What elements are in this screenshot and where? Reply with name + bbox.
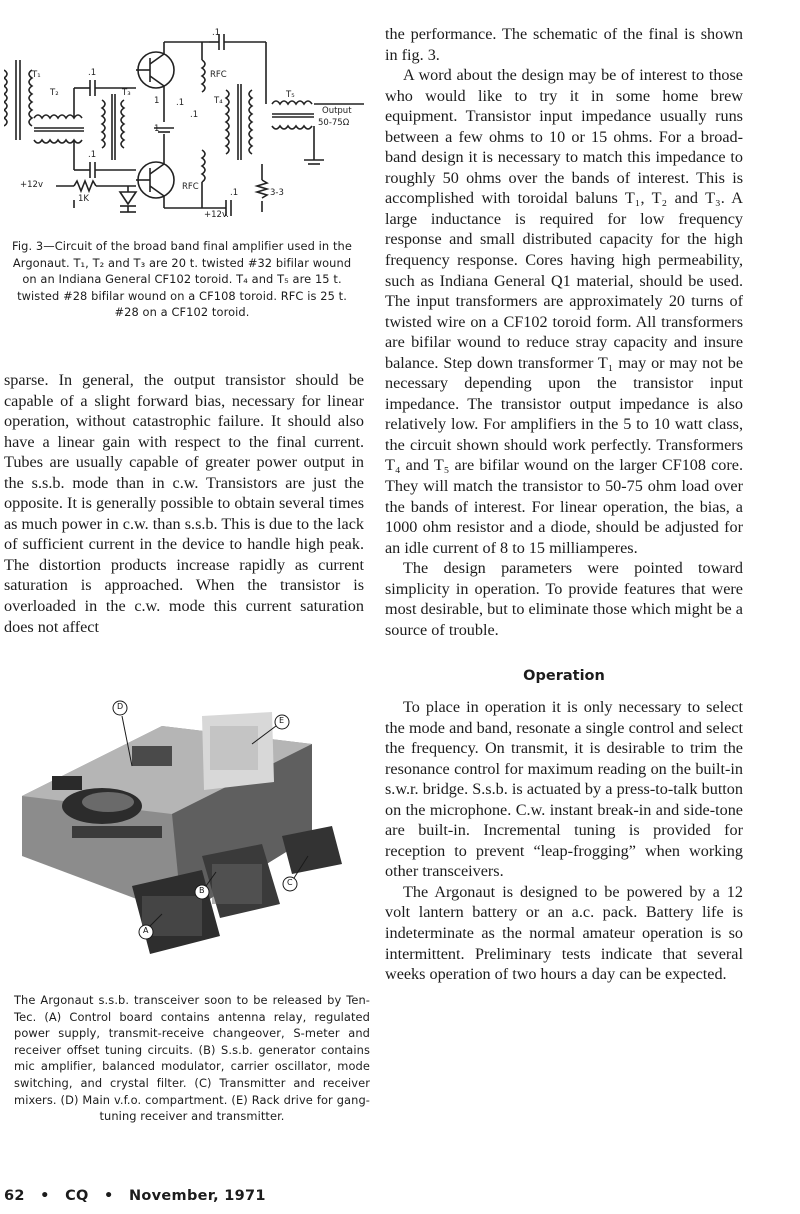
label-r1: 1: [154, 96, 160, 106]
section-heading: Operation: [523, 668, 605, 685]
label-rfc1: RFC: [210, 70, 227, 80]
footer-bullet-2: •: [104, 1188, 114, 1204]
right-paragraph-3: The design parameters were pointed toward simplicity in operation. To provide features that were most desirable, but to eliminate those which might be a source of trouble.: [385, 559, 743, 639]
issue-date: November, 1971: [128, 1188, 266, 1204]
right-column-text: [385, 24, 743, 985]
callout-c: C: [287, 878, 293, 887]
left-column-text: [4, 370, 364, 637]
label-3-3: 3-3: [270, 188, 284, 198]
callout-d: D: [117, 702, 124, 711]
callout-b: B: [199, 886, 205, 895]
callout-a: A: [143, 926, 149, 935]
label-t1: T₁: [32, 70, 41, 80]
label-cap6: .1: [230, 188, 239, 198]
label-1k: 1K: [78, 194, 89, 204]
label-cap1: .1: [88, 68, 97, 78]
right-paragraph-1: the performance. The schematic of the final is shown in fig. 3.: [385, 25, 743, 64]
label-plus12-bottom: +12v.: [204, 210, 230, 220]
label-r2: 1: [154, 124, 160, 134]
label-cap2: .1: [88, 150, 97, 160]
fig3-caption: Fig. 3—Circuit of the broad band final amplifier used in the Argonaut. T₁, T₂ and T₃ are 20 t. twisted #32 bifilar wound on an Indiana General CF102 toroid. T₄ and T₅ are 15 t. twisted #28 bifilar wound on a CF108 toroid. RFC is 25 t. #28 on a CF102 toroid.: [12, 239, 352, 320]
photo-caption: The Argonaut s.s.b. transceiver soon to be released by Ten-Tec. (A) Control board contains antenna relay, regulated power supply, transmit-receive changeover, S-meter and receiver offset tuning circuits. (B) S.s.b. generator contains mic amplifier, balanced modulator, carrier oscillator, mode switching, and crystal filter. (C) Transmitter and receiver mixers. (D) Main v.f.o. compartment. (E) Rack drive for gang-tuning receiver and transmitter.: [14, 993, 370, 1124]
label-cap4: .1: [176, 98, 185, 108]
magazine-name: CQ: [65, 1188, 89, 1204]
label-t3: T₃: [122, 88, 131, 98]
right-paragraph-4: To place in operation it is only necessary to select the mode and band, resonate a single control and select the frequency. On transmit, it is desirable to trim the resonance control for maximum reading on the built-in s.w.r. bridge. S.s.b. is actuated by a press-to-talk button on the microphone. C.w. instant break-in and side-tone are built-in. Incremental tuning is provided for reception to prevent “leap-frogging” when working other transceivers.: [385, 697, 743, 881]
label-cap3: .1: [212, 28, 221, 38]
label-cap5: .1: [190, 110, 199, 120]
photo-callouts: [12, 686, 360, 971]
page-number: 62: [4, 1188, 25, 1204]
label-t2: T₂: [50, 88, 59, 98]
label-t5: T₅: [286, 90, 295, 100]
label-t4: T₄: [214, 96, 223, 106]
label-plus12-left: +12v: [20, 180, 43, 190]
label-rfc2: RFC: [182, 182, 199, 192]
page-footer: [4, 1188, 276, 1204]
schematic-labels: [4, 30, 366, 230]
footer-bullet-1: •: [40, 1188, 50, 1204]
callout-e: E: [279, 716, 285, 725]
left-paragraph: sparse. In general, the output transistor should be capable of a slight forward bias, necessary for linear operation, without catastrophic failure. It should also have a linear gain with respect to the final current. Tubes are usually capable of greater power output in the s.s.b. mode than in c.w. Transistors are just the opposite. It is generally possible to obtain several times as much power in c.w. than s.s.b. This is due to the lack of sufficient current in the device to handle high peak. The distortion products increase rapidly as current saturation is approached. When the transistor is overloaded in the c.w. mode this current saturation does not affect: [4, 371, 364, 636]
label-ohms: 50-75Ω: [318, 118, 350, 128]
right-paragraph-5: The Argonaut is designed to be powered by a 12 volt lantern battery or an a.c. pack. Battery life is indeterminate as the normal amateur operation is so intermittent. Preliminary tests indicate that several weeks operation of two hours a day can be expected.: [385, 882, 743, 984]
right-paragraph-2: A word about the design may be of interest to those who would like to try it in some home brew equipment. Transistor input impedance usually runs between a few ohms to 10 or 15 ohms. For a broad-band design it is necessary to match this impedance to roughly 50 ohms over the bands of interest. This is accomplished with toroidal baluns T₁, T₂ and T₃. A large inductance is required for low frequency response and small distributed capacity for the high frequency response. Cores having high permeability, such as Indiana General Q1 material, should be used. The input transformers are approximately 20 turns of twisted wire on a CF102 toroid form. All transformers are bifilar wound to reduce stray capacity and insure balance. Step down transformer T₁ may or may not be necessary depending upon the transistor input impedance. The transistor output impedance is also relatively low. For amplifiers in the 5 to 10 watt class, the circuit shown should work perfectly. Transformers T₄ and T₅ are bifilar wound on the larger CF108 core. They will match the transistor to 50-75 ohm load over the bands of interest. For linear operation, the bias, a 1000 ohm resistor and a diode, should be adjusted for an idle current of 8 to 15 milliamperes.: [385, 66, 743, 557]
label-output: Output: [322, 106, 352, 116]
